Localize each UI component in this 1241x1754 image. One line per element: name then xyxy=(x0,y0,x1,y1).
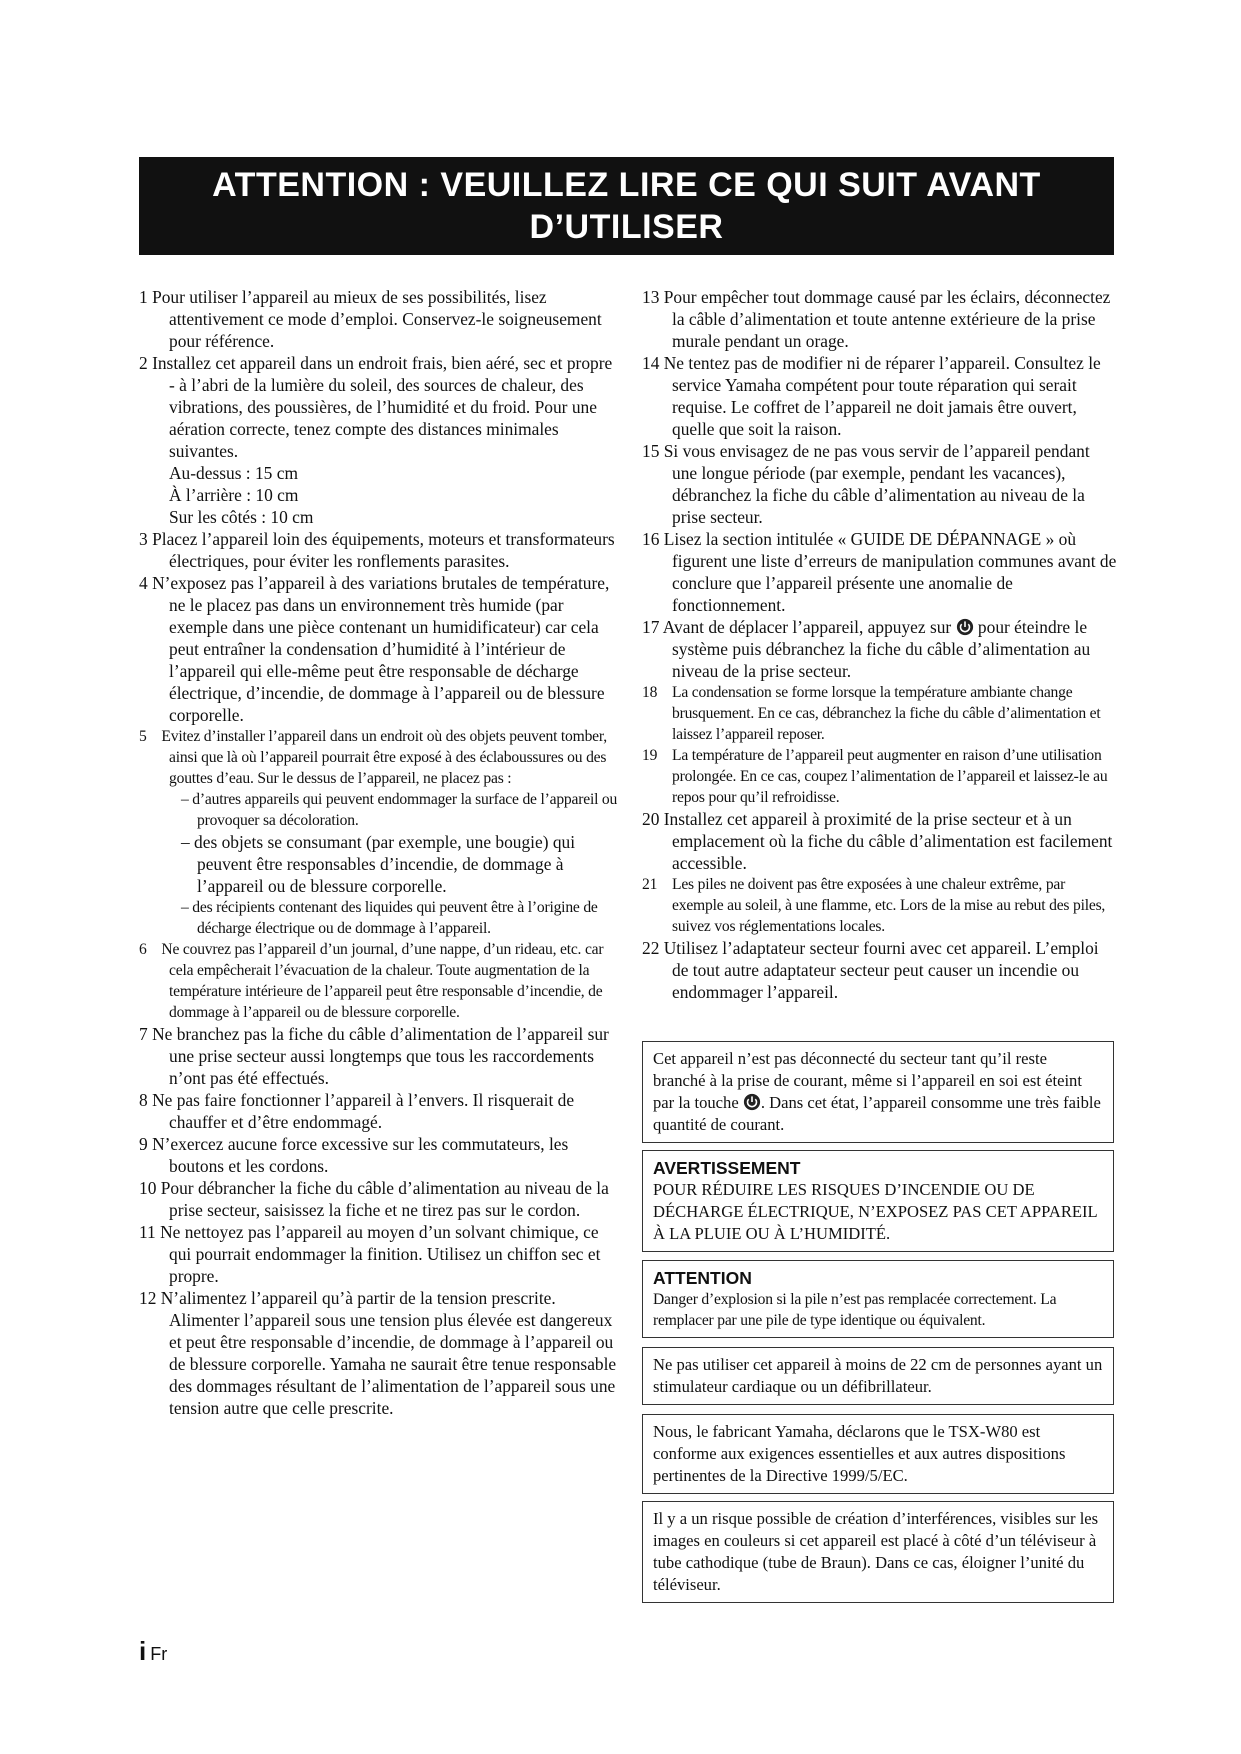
clearance-top: Au-dessus : 15 cm xyxy=(169,463,298,483)
instruction-item: 13 Pour empêcher tout dommage causé par les éclairs, déconnectez la câble d’alimentation et toute antenne extérieure de la prise murale pendant un orage. xyxy=(642,287,1111,351)
instruction-item: 21 Les piles ne doivent pas être exposées à une chaleur extrême, par exemple au soleil, à une flamme, etc. Lors de la mise au rebut des piles, suivez vos réglementations locales. xyxy=(642,876,1106,935)
instruction-item: 14 Ne tentez pas de modifier ni de réparer l’appareil. Consultez le service Yamaha compétent pour toute réparation qui serait requise. Le coffret de l’appareil ne doit jamais être ouvert, quelle que soit la raison. xyxy=(642,353,1101,439)
page-number: i xyxy=(139,1636,147,1666)
instruction-item: 19 La température de l’appareil peut augmenter en raison d’une utilisation prolongée. En ce cas, coupez l’alimentation de l’appareil et laissez-le au repos pour qu’il refroidisse. xyxy=(642,747,1108,806)
instruction-item: 11 Ne nettoyez pas l’appareil au moyen d’un solvant chimique, ce qui pourrait endommager la finition. Utilisez un chiffon sec et propre. xyxy=(139,1222,601,1286)
battery-attention-box xyxy=(642,1260,1114,1338)
interference-text: Il y a un risque possible de création d’interférences, visibles sur les images en couleurs si cet appareil est placé à côté d’un téléviseur à tube cathodique (tube de Braun). Dans ce cas, éloigner l’unité du téléviseur. xyxy=(653,1509,1099,1594)
bullet-item: – des objets se consumant (par exemple, une bougie) qui peuvent être responsables d’incendie, de dommage à l’appareil ou de blessure corporelle. xyxy=(181,832,576,896)
instruction-item: 6 Ne couvrez pas l’appareil d’un journal, d’une nappe, d’un rideau, etc. car cela empêcherait l’évacuation de la chaleur. Toute augmentation de la température intérieure de l’appareil peut être responsable d’incendie, de dommage à l’appareil ou de blessure corporelle. xyxy=(139,941,604,1021)
interference-box xyxy=(642,1501,1114,1603)
instruction-item: 15 Si vous envisagez de ne pas vous servir de l’appareil pendant une longue période (par exemple, pendant les vacances), débranchez la fiche du câble d’alimentation au niveau de la prise secteur. xyxy=(642,441,1090,527)
instruction-item: 16 Lisez la section intitulée « GUIDE DE DÉPANNAGE » où figurent une liste d’erreurs de manipulation communes avant de conclure que l’appareil présente une anomalie de fonctionnement. xyxy=(642,529,1117,615)
instruction-item: 22 Utilisez l’adaptateur secteur fourni avec cet appareil. L’emploi de tout autre adaptateur secteur peut causer un incendie ou endommager l’appareil. xyxy=(642,938,1099,1002)
instruction-item: 9 N’exercez aucune force excessive sur les commutateurs, les boutons et les cordons. xyxy=(139,1134,569,1176)
attention-text: Danger d’explosion si la pile n’est pas remplacée correctement. La remplacer par une pile de type identique ou équivalent. xyxy=(653,1291,1057,1329)
instruction-item: 8 Ne pas faire fonctionner l’appareil à l’envers. Il risquerait de chauffer et d’être endommagé. xyxy=(139,1090,575,1132)
power-icon xyxy=(743,1093,761,1111)
instruction-item: 20 Installez cet appareil à proximité de la prise secteur et à un emplacement où la fiche du câble d’alimentation est facilement accessible. xyxy=(642,809,1113,873)
bullet-item: – d’autres appareils qui peuvent endommager la surface de l’appareil ou provoquer sa décoloration. xyxy=(181,791,618,829)
pacemaker-box xyxy=(642,1347,1114,1405)
title-line-1: ATTENTION : VEUILLEZ LIRE CE QUI SUIT AVANT D’UTILISER xyxy=(212,166,1041,246)
instruction-item: 18 La condensation se forme lorsque la température ambiante change brusquement. En ce cas, débranchez la fiche du câble d’alimentation et laissez l’appareil reposer. xyxy=(642,684,1101,743)
clearance-sides: Sur les côtés : 10 cm xyxy=(169,507,314,527)
warning-box xyxy=(642,1150,1114,1252)
standby-text-b: . Dans cet état, l’appareil consomme une très faible quantité de courant. xyxy=(653,1093,1101,1134)
bullet-item: – des récipients contenant des liquides qui peuvent être à l’origine de décharge électrique ou de dommage à l’appareil. xyxy=(181,899,598,937)
instruction-item: 1 Pour utiliser l’appareil au mieux de ses possibilités, lisez attentivement ce mode d’emploi. Conservez-le soigneusement pour référence. xyxy=(139,287,602,351)
warning-text: POUR RÉDUIRE LES RISQUES D’INCENDIE OU DE DÉCHARGE ÉLECTRIQUE, N’EXPOSEZ PAS CET APPAREIL À LA PLUIE OU À L’HUMIDITÉ. xyxy=(653,1180,1098,1243)
title-line-2: L’APPAREIL. xyxy=(520,250,733,288)
instruction-item: 17 Avant de déplacer l’appareil, appuyez sur pour éteindre le système puis débranchez la fiche du câble d’alimentation au niveau de la prise secteur. xyxy=(642,617,1091,681)
instruction-item: 12 N’alimentez l’appareil qu’à partir de la tension prescrite. Alimenter l’appareil sous une tension plus élevée est dangereux et peut être responsable d’incendie, de dommage à l’appareil ou de blessure corporelle. Yamaha ne saurait être tenue responsable des dommages résultant de l’alimentation de l’appareil sous une tension autre que celle prescrite. xyxy=(139,1288,617,1418)
power-icon xyxy=(956,618,974,636)
clearance-rear: À l’arrière : 10 cm xyxy=(169,485,299,505)
instruction-item: 7 Ne branchez pas la fiche du câble d’alimentation de l’appareil sur une prise secteur aussi longtemps que tous les raccordements n’ont pas été effectués. xyxy=(139,1024,609,1088)
instruction-item: 2 Installez cet appareil dans un endroit frais, bien aéré, sec et propre - à l’abri de la lumière du soleil, des sources de chaleur, des vibrations, des poussières, de l’humidité et du froid. Pour une aération correcte, tenez compte des distances minimales suivantes. xyxy=(139,353,613,461)
language-code: Fr xyxy=(150,1644,168,1664)
left-column xyxy=(139,286,619,1419)
page-title-banner xyxy=(139,157,1114,288)
standby-notice-box xyxy=(642,1041,1114,1143)
instruction-item: 5 Evitez d’installer l’appareil dans un endroit où des objets peuvent tomber, ainsi que là où l’appareil pourrait être exposé à des éclaboussures ou des gouttes d’eau. Sur le dessus de l’appareil, ne placez pas : xyxy=(139,728,607,787)
attention-title: ATTENTION xyxy=(653,1268,752,1288)
move-text-b: pour éteindre le système puis débranchez la fiche du câble d’alimentation au niveau de la prise secteur. xyxy=(672,617,1091,681)
move-text-a: Avant de déplacer l’appareil, appuyez sur xyxy=(662,617,952,637)
instruction-item: 3 Placez l’appareil loin des équipements, moteurs et transformateurs électriques, pour éviter les ronflements parasites. xyxy=(139,529,615,571)
standby-text-a: Cet appareil n’est pas déconnecté du secteur tant qu’il reste branché à la prise de courant, même si l’appareil en soi est éteint par la touche xyxy=(653,1049,1082,1112)
declaration-text: Nous, le fabricant Yamaha, déclarons que le TSX-W80 est conforme aux exigences essentielles et aux autres dispositions pertinentes de la Directive 1999/5/EC. xyxy=(653,1422,1066,1485)
instruction-item: 10 Pour débrancher la fiche du câble d’alimentation au niveau de la prise secteur, saisissez la fiche et ne tirez pas sur le cordon. xyxy=(139,1178,609,1220)
page-footer xyxy=(139,1636,167,1667)
instruction-item: 4 N’exposez pas l’appareil à des variations brutales de température, ne le placez pas dans un environnement très humide (par exemple dans une pièce contenant un humidificateur) car cela peut entraîner la condensation d’humidité à l’intérieur de l’appareil qui elle-même peut être responsable de décharge électrique, d’incendie, de dommage à l’appareil ou de blessure corporelle. xyxy=(139,573,610,725)
right-column xyxy=(642,286,1118,1003)
warning-title: AVERTISSEMENT xyxy=(653,1158,801,1178)
declaration-box xyxy=(642,1414,1114,1494)
pacemaker-text: Ne pas utiliser cet appareil à moins de 22 cm de personnes ayant un stimulateur cardiaque ou un défibrillateur. xyxy=(653,1355,1103,1396)
